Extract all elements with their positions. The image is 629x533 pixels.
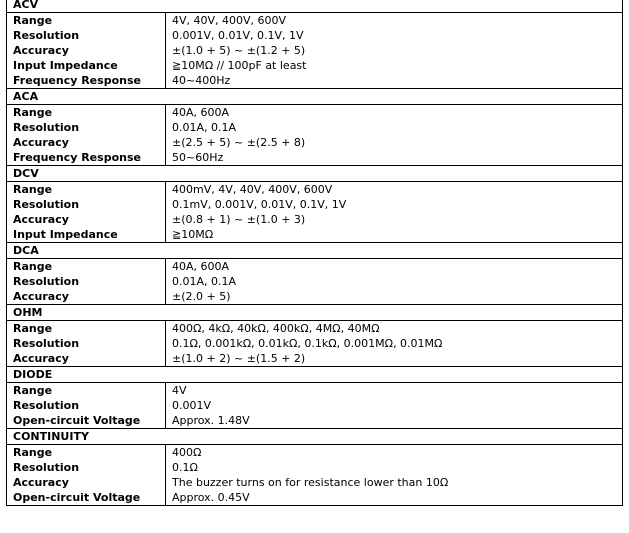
parameter-label: Range [13, 260, 53, 273]
parameter-value: 50~60Hz [172, 151, 224, 164]
parameter-value-column [166, 259, 623, 305]
parameter-label-column [7, 182, 166, 243]
parameter-label: Accuracy [13, 213, 69, 226]
parameter-value: The buzzer turns on for resistance lower than 10Ω [172, 476, 449, 489]
section-title: DCV [7, 166, 623, 182]
parameter-value-column [166, 182, 623, 243]
parameter-label: Resolution [13, 121, 80, 134]
section-title: CONTINUITY [7, 429, 623, 445]
parameter-label-column [7, 383, 166, 429]
parameter-value: 4V [172, 384, 187, 397]
section-header-dcv [7, 166, 623, 182]
section-body-dcv [7, 182, 623, 243]
parameter-value: ±(1.0 + 2) ~ ±(1.5 + 2) [172, 352, 306, 365]
parameter-label: Range [13, 106, 53, 119]
section-header-diode [7, 367, 623, 383]
parameter-value: ±(2.5 + 5) ~ ±(2.5 + 8) [172, 136, 306, 149]
section-title: DIODE [7, 367, 623, 383]
parameter-label: Resolution [13, 399, 80, 412]
parameter-label: Accuracy [13, 476, 69, 489]
parameter-value: 40~400Hz [172, 74, 231, 87]
parameter-label: Accuracy [13, 136, 69, 149]
section-title: ACA [7, 89, 623, 105]
parameter-label: Accuracy [13, 290, 69, 303]
parameter-value: 0.1Ω [172, 461, 198, 474]
section-header-acv [7, 0, 623, 13]
parameter-label-column [7, 105, 166, 166]
parameter-value: 4V, 40V, 400V, 600V [172, 14, 287, 27]
parameter-label: Frequency Response [13, 151, 141, 164]
parameter-label-column [7, 259, 166, 305]
parameter-value: 40A, 600A [172, 260, 230, 273]
parameter-label: Resolution [13, 275, 80, 288]
section-body-continuity [7, 445, 623, 506]
parameter-value: 400Ω [172, 446, 202, 459]
parameter-value-column [166, 105, 623, 166]
parameter-label-column [7, 13, 166, 89]
section-header-continuity [7, 429, 623, 445]
parameter-value: 0.001V, 0.01V, 0.1V, 1V [172, 29, 304, 42]
parameter-label-column [7, 321, 166, 367]
section-title: ACV [7, 0, 623, 13]
parameter-label: Resolution [13, 337, 80, 350]
parameter-label: Accuracy [13, 352, 69, 365]
parameter-label: Input Impedance [13, 228, 118, 241]
parameter-value: 0.1mV, 0.001V, 0.01V, 0.1V, 1V [172, 198, 347, 211]
parameter-value: ±(0.8 + 1) ~ ±(1.0 + 3) [172, 213, 306, 226]
parameter-value: 400mV, 4V, 40V, 400V, 600V [172, 183, 333, 196]
parameter-value: 0.1Ω, 0.001kΩ, 0.01kΩ, 0.1kΩ, 0.001MΩ, 0.01MΩ [172, 337, 443, 350]
parameter-value-column [166, 13, 623, 89]
section-body-ohm [7, 321, 623, 367]
section-header-aca [7, 89, 623, 105]
parameter-label: Input Impedance [13, 59, 118, 72]
parameter-value: 0.01A, 0.1A [172, 275, 237, 288]
spec-table-body [7, 0, 623, 506]
parameter-label: Range [13, 183, 53, 196]
section-body-dca [7, 259, 623, 305]
section-header-dca [7, 243, 623, 259]
section-header-ohm [7, 305, 623, 321]
section-title: OHM [7, 305, 623, 321]
parameter-label: Range [13, 446, 53, 459]
parameter-label: Open-circuit Voltage [13, 414, 141, 427]
parameter-value-column [166, 445, 623, 506]
parameter-value: 0.001V [172, 399, 212, 412]
parameter-label: Resolution [13, 198, 80, 211]
parameter-value: 40A, 600A [172, 106, 230, 119]
spec-table [6, 0, 623, 506]
parameter-label: Accuracy [13, 44, 69, 57]
parameter-value: 0.01A, 0.1A [172, 121, 237, 134]
parameter-value-column [166, 321, 623, 367]
parameter-label: Frequency Response [13, 74, 141, 87]
section-body-aca [7, 105, 623, 166]
parameter-label: Range [13, 322, 53, 335]
parameter-label: Open-circuit Voltage [13, 491, 141, 504]
parameter-value-column [166, 383, 623, 429]
parameter-value: ±(2.0 + 5) [172, 290, 231, 303]
parameter-label-column [7, 445, 166, 506]
parameter-label: Resolution [13, 461, 80, 474]
section-body-acv [7, 13, 623, 89]
section-body-diode [7, 383, 623, 429]
section-title: DCA [7, 243, 623, 259]
parameter-value: ≧10MΩ [172, 228, 214, 241]
parameter-label: Resolution [13, 29, 80, 42]
parameter-value: ±(1.0 + 5) ~ ±(1.2 + 5) [172, 44, 306, 57]
parameter-value: ≧10MΩ // 100pF at least [172, 59, 307, 72]
parameter-value: Approx. 1.48V [172, 414, 250, 427]
parameter-value: Approx. 0.45V [172, 491, 250, 504]
parameter-label: Range [13, 14, 53, 27]
parameter-label: Range [13, 384, 53, 397]
parameter-value: 400Ω, 4kΩ, 40kΩ, 400kΩ, 4MΩ, 40MΩ [172, 322, 380, 335]
